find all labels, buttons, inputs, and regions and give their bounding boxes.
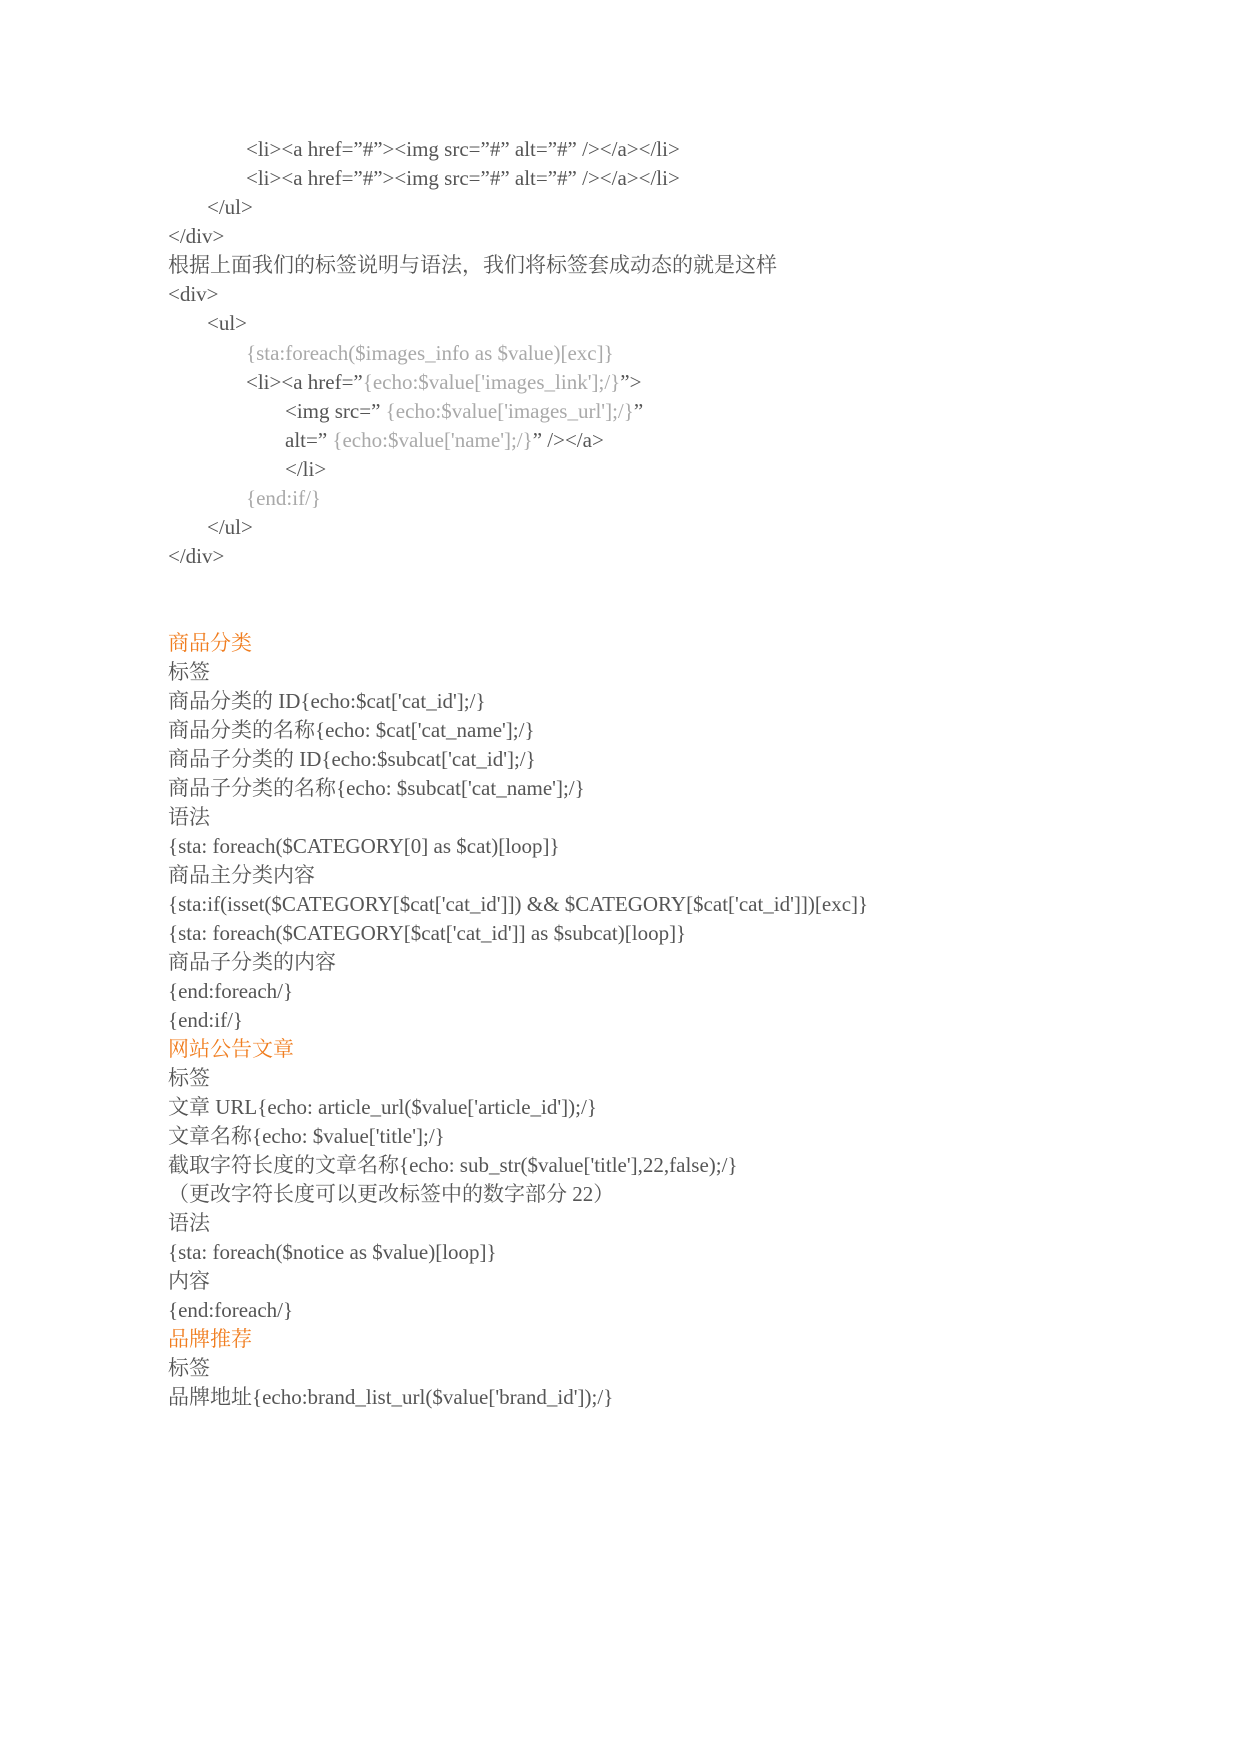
category-if-isset: {sta:if(isset($CATEGORY[$cat['cat_id']]) && $CATEGORY[$cat['cat_id']])[exc]} <box>168 892 869 916</box>
category-sub-content: 商品子分类的内容 <box>168 950 336 974</box>
code-line-ul-close: </ul> <box>207 195 253 219</box>
category-subcat-name: 商品子分类的名称{echo: $subcat['cat_name'];/} <box>168 776 585 800</box>
category-main-content: 商品主分类内容 <box>168 863 315 887</box>
li-a-prefix: <li><a href=” <box>246 370 363 394</box>
notice-article-title: 文章名称{echo: $value['title'];/} <box>168 1124 445 1148</box>
notice-content: 内容 <box>168 1269 210 1293</box>
code-line-li-1: <li><a href=”#”><img src=”#” alt=”#” /></a></li> <box>246 137 680 161</box>
category-end-foreach: {end:foreach/} <box>168 979 294 1003</box>
category-tags-label: 标签 <box>168 660 210 684</box>
notice-tags-label: 标签 <box>168 1066 210 1090</box>
brand-url: 品牌地址{echo:brand_list_url($value['brand_id']);/} <box>168 1385 614 1409</box>
notice-end-foreach: {end:foreach/} <box>168 1298 294 1322</box>
section-heading-notice: 网站公告文章 <box>168 1037 294 1061</box>
alt-prefix: alt=” <box>285 428 333 452</box>
category-foreach-sub: {sta: foreach($CATEGORY[$cat['cat_id']] as $subcat)[loop]} <box>168 921 687 945</box>
section-heading-brand: 品牌推荐 <box>168 1327 252 1351</box>
code-line-div-open: <div> <box>168 282 219 306</box>
code-line-sta-foreach: {sta:foreach($images_info as $value)[exc]} <box>246 341 614 365</box>
code-line-ul-open: <ul> <box>207 311 248 335</box>
category-cat-name: 商品分类的名称{echo: $cat['cat_name'];/} <box>168 718 535 742</box>
code-line-alt <box>285 424 604 456</box>
code-line-end-if: {end:if/} <box>246 486 321 510</box>
category-foreach-main: {sta: foreach($CATEGORY[0] as $cat)[loop]} <box>168 834 560 858</box>
li-a-template-tag: {echo:$value['images_link'];/} <box>362 370 621 394</box>
brand-tags-label: 标签 <box>168 1356 210 1380</box>
code-line-li-2: <li><a href=”#”><img src=”#” alt=”#” /></a></li> <box>246 166 680 190</box>
notice-syntax-label: 语法 <box>168 1211 210 1235</box>
category-end-if: {end:if/} <box>168 1008 243 1032</box>
code-line-div-close-2: </div> <box>168 544 225 568</box>
category-syntax-label: 语法 <box>168 805 210 829</box>
code-line-li-a <box>246 366 641 398</box>
code-line-ul-close-2: </ul> <box>207 515 253 539</box>
intro-text: 根据上面我们的标签说明与语法，我们将标签套成动态的就是这样 <box>168 253 777 277</box>
img-prefix: <img src=” <box>285 399 386 423</box>
li-a-suffix: ”> <box>620 370 642 394</box>
img-suffix: ” <box>633 399 644 423</box>
category-subcat-id: 商品子分类的 ID{echo:$subcat['cat_id'];/} <box>168 747 536 771</box>
code-line-div-close: </div> <box>168 224 225 248</box>
img-template-tag: {echo:$value['images_url'];/} <box>385 399 634 423</box>
category-cat-id: 商品分类的 ID{echo:$cat['cat_id'];/} <box>168 689 486 713</box>
section-heading-category: 商品分类 <box>168 631 252 655</box>
notice-substr-note: （更改字符长度可以更改标签中的数字部分 22） <box>168 1182 615 1206</box>
notice-foreach: {sta: foreach($notice as $value)[loop]} <box>168 1240 497 1264</box>
alt-template-tag: {echo:$value['name'];/} <box>332 428 533 452</box>
notice-article-substr: 截取字符长度的文章名称{echo: sub_str($value['title'],22,false);/} <box>168 1153 738 1177</box>
code-line-img <box>285 395 643 427</box>
alt-suffix: ” /></a> <box>532 428 604 452</box>
notice-article-url: 文章 URL{echo: article_url($value['article_id']);/} <box>168 1095 597 1119</box>
code-line-li-close: </li> <box>285 457 327 481</box>
